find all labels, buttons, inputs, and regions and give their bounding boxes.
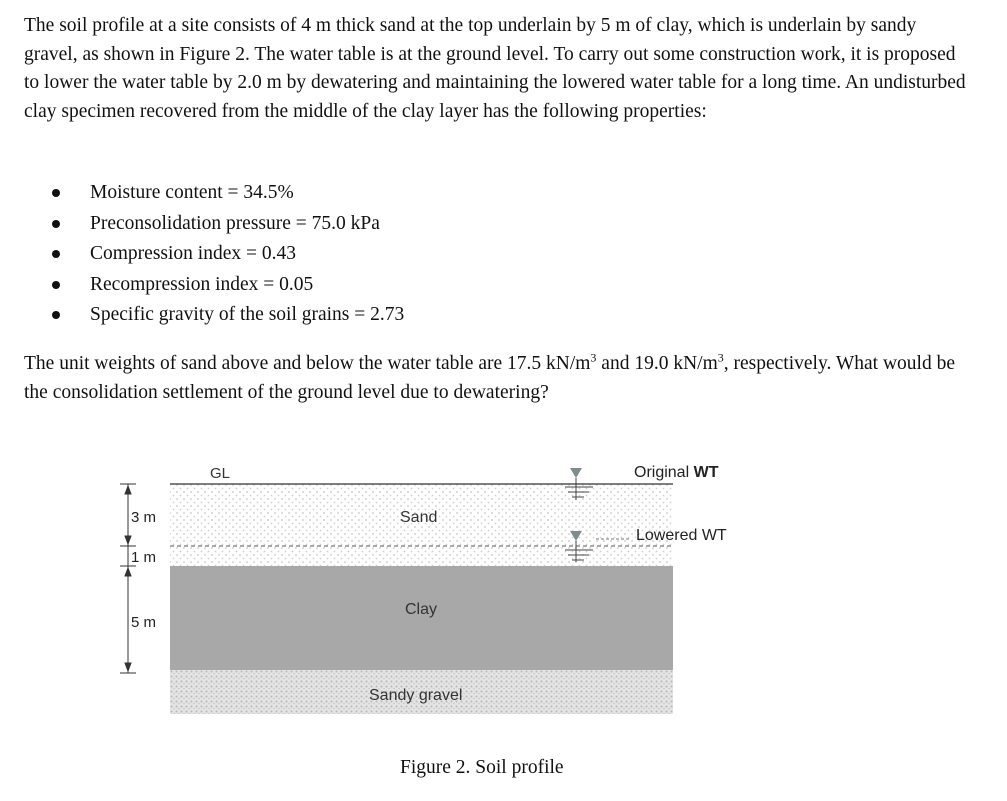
dim-label-clay: 5 m — [131, 614, 157, 631]
lowered-wt-label: Lowered WT — [636, 527, 727, 544]
gl-label: GL — [210, 465, 231, 482]
dim-label-sand-above: 3 m — [131, 509, 157, 526]
gravel-label: Sandy gravel — [369, 687, 463, 704]
intro-paragraph: The soil profile at a site consists of 4 m thick sand at the top underlain by 5 m of clay, which is underlain by sandy gravel, as shown in Figure 2. The water table is at the ground level. To carry out some construction work, it is proposed to lower the water table by 2.0 m by dewatering and maintaining the lowered water table for a long time. An undisturbed clay specimen recovered from the middle of the clay layer has the following properties: — [24, 15, 966, 122]
property-text: Compression index = 0.43 — [90, 243, 296, 264]
dim-label-sand-below: 1 m — [131, 549, 157, 566]
question-text-1: The unit weights of sand above and below the water table are 17.5 kN/m — [24, 353, 591, 374]
property-text: Moisture content = 34.5% — [90, 182, 294, 203]
original-wt-label: Original WT — [634, 464, 719, 481]
question-text-3: , respectively. What would be the consolidation settlement of the ground level due to dewatering? — [24, 353, 955, 403]
question-text-2: and 19.0 kN/m — [596, 353, 718, 374]
property-text: Preconsolidation pressure = 75.0 kPa — [90, 212, 380, 234]
sand-label: Sand — [400, 509, 438, 526]
clay-layer — [170, 566, 673, 670]
unit-exponent: 3 — [717, 350, 724, 365]
figure-caption: Figure 2. Soil profile — [400, 757, 564, 778]
unit-exponent: 3 — [590, 350, 597, 365]
clay-label: Clay — [405, 601, 438, 618]
property-text: Recompression index = 0.05 — [90, 273, 314, 295]
property-text: Specific gravity of the soil grains = 2.73 — [90, 304, 405, 325]
